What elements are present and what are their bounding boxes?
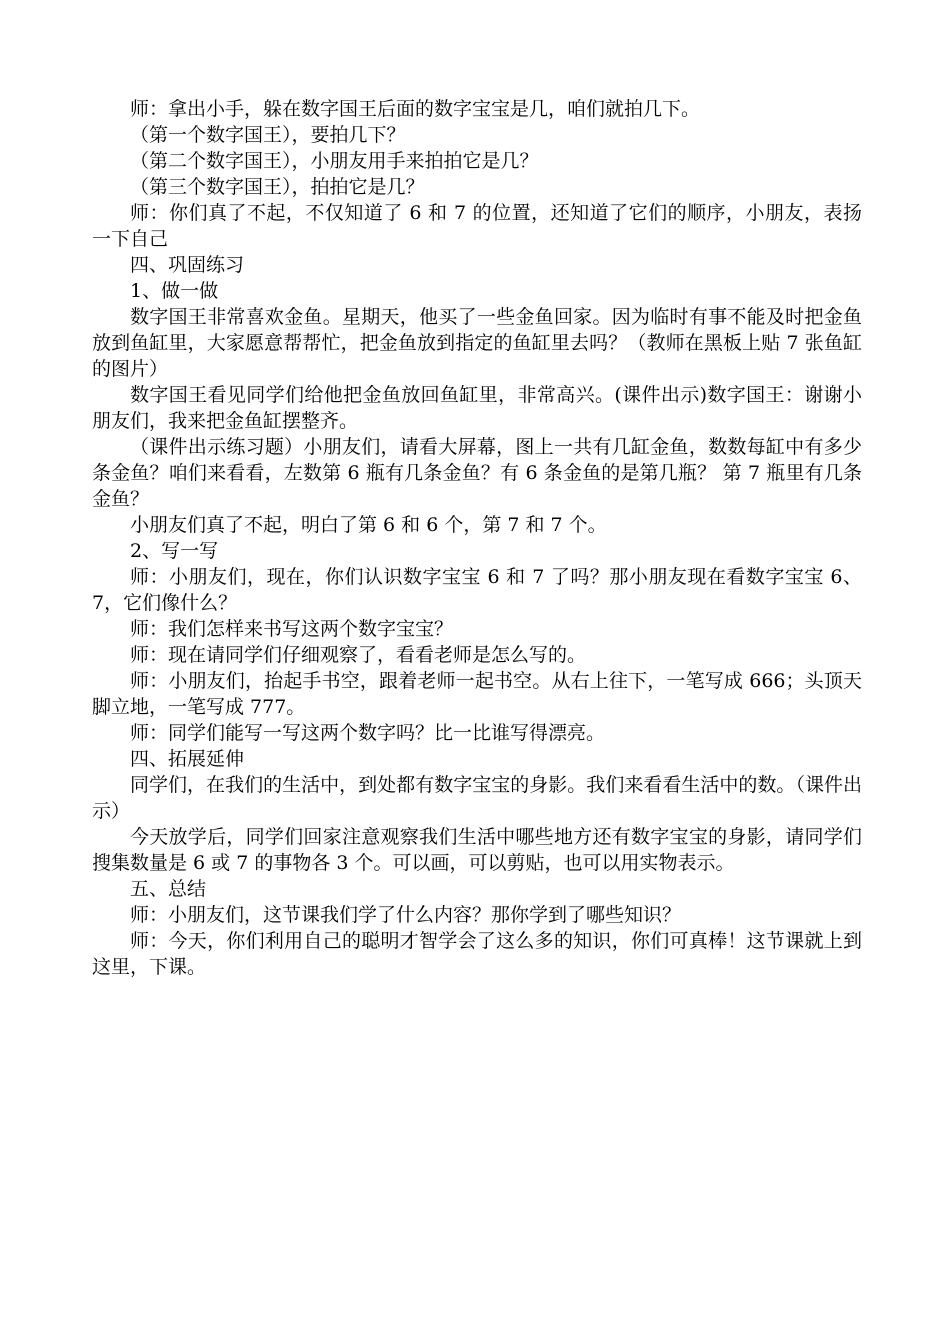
paragraph: 同学们，在我们的生活中，到处都有数字宝宝的身影。我们来看看生活中的数。（课件出示） <box>92 774 862 822</box>
paragraph: 师：我们怎样来书写这两个数字宝宝？ <box>130 618 454 640</box>
paragraph: 师：拿出小手，躲在数字国王后面的数字宝宝是几，咱们就拍几下。 <box>130 98 701 120</box>
paragraph: 数字国王看见同学们给他把金鱼放回鱼缸里，非常高兴。(课件出示)数字国王：谢谢小朋友们，我来把金鱼缸摆整齐。 <box>92 384 862 432</box>
subsection-heading: 1、做一做 <box>130 280 219 302</box>
paragraph: 师：小朋友们，现在，你们认识数字宝宝 6 和 7 了吗？那小朋友现在看数字宝宝 6、7，它们像什么？ <box>92 566 862 614</box>
paragraph: 师：同学们能写一写这两个数字吗？比一比谁写得漂亮。 <box>130 722 606 744</box>
section-heading: 五、总结 <box>130 878 207 900</box>
paragraph: （第二个数字国王），小朋友用手来拍拍它是几？ <box>130 150 539 172</box>
subsection-heading: 2、写一写 <box>130 540 219 562</box>
section-heading: 四、拓展延伸 <box>130 748 245 770</box>
paragraph: 小朋友们真了不起，明白了第 6 和 6 个，第 7 和 7 个。 <box>130 514 607 536</box>
paragraph: 师：小朋友们，抬起手书空，跟着老师一起书空。从右上往下，一笔写成 666；头顶天脚立地，一笔写成 777。 <box>92 670 862 718</box>
paragraph: （课件出示练习题）小朋友们，请看大屏幕，图上一共有几缸金鱼，数数每缸中有多少条金鱼？咱们来看看，左数第 6 瓶有几条金鱼？有 6 条金鱼的是第几瓶？ 第 7 瓶里有几条金鱼？ <box>92 436 862 510</box>
paragraph: 师：今天，你们利用自己的聪明才智学会了这么多的知识，你们可真棒！这节课就上到这里，下课。 <box>92 930 862 978</box>
paragraph: 今天放学后，同学们回家注意观察我们生活中哪些地方还有数字宝宝的身影，请同学们搜集数量是 6 或 7 的事物各 3 个。可以画，可以剪贴，也可以用实物表示。 <box>92 826 862 874</box>
paragraph: 师：小朋友们，这节课我们学了什么内容？那你学到了哪些知识？ <box>130 904 682 926</box>
document-body <box>92 96 862 980</box>
paragraph: 数字国王非常喜欢金鱼。星期天，他买了一些金鱼回家。因为临时有事不能及时把金鱼放到鱼缸里，大家愿意帮帮忙，把金鱼放到指定的鱼缸里去吗？（教师在黑板上贴 7 张鱼缸的图片） <box>92 306 862 380</box>
paragraph: 师：你们真了不起，不仅知道了 6 和 7 的位置，还知道了它们的顺序，小朋友，表扬一下自己 <box>92 202 862 250</box>
section-heading: 四、巩固练习 <box>130 254 245 276</box>
paragraph: 师：现在请同学们仔细观察了，看看老师是怎么写的。 <box>130 644 587 666</box>
paragraph: （第一个数字国王），要拍几下？ <box>130 124 406 146</box>
paragraph: （第三个数字国王），拍拍它是几？ <box>130 176 425 198</box>
